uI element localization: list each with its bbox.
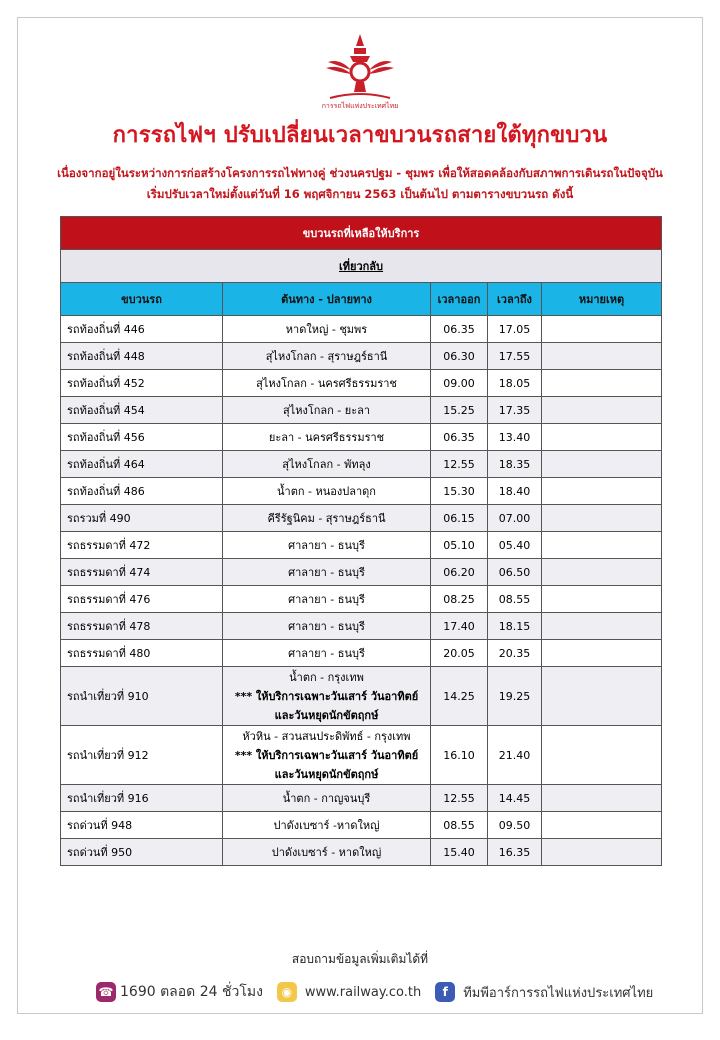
arrive-time-cell: 20.35 bbox=[488, 640, 542, 667]
remark-cell bbox=[542, 424, 662, 451]
arrive-time-cell: 18.40 bbox=[488, 478, 542, 505]
route-cell: ศาลายา - ธนบุรี bbox=[223, 532, 431, 559]
route-text: หัวหิน - สวนสนประดิพัทธ์ - กรุงเทพ bbox=[242, 729, 411, 743]
col-header-depart: เวลาออก bbox=[431, 283, 488, 316]
train-name-cell: รถท้องถิ่นที่ 446 bbox=[61, 316, 223, 343]
train-name-cell: รถท้องถิ่นที่ 454 bbox=[61, 397, 223, 424]
col-header-route: ต้นทาง - ปลายทาง bbox=[223, 283, 431, 316]
depart-time-cell: 12.55 bbox=[431, 785, 488, 812]
arrive-time-cell: 06.50 bbox=[488, 559, 542, 586]
table-row bbox=[61, 812, 662, 839]
arrive-time-cell: 18.05 bbox=[488, 370, 542, 397]
remark-cell bbox=[542, 532, 662, 559]
remark-cell bbox=[542, 505, 662, 532]
remark-cell bbox=[542, 370, 662, 397]
arrive-time-cell: 19.25 bbox=[488, 667, 542, 726]
table-row bbox=[61, 505, 662, 532]
col-header-arrive: เวลาถึง bbox=[488, 283, 542, 316]
remark-cell bbox=[542, 343, 662, 370]
route-cell: ปาดังเบซาร์ -หาดใหญ่ bbox=[223, 812, 431, 839]
route-cell: สุไหงโกลก - ยะลา bbox=[223, 397, 431, 424]
train-name-cell: รถนำเที่ยวที่ 912 bbox=[61, 726, 223, 785]
route-cell: ปาดังเบซาร์ - หาดใหญ่ bbox=[223, 839, 431, 866]
service-note: *** ให้บริการเฉพาะวันเสาร์ วันอาทิตย์ bbox=[234, 689, 419, 703]
depart-time-cell: 15.25 bbox=[431, 397, 488, 424]
route-text: น้ำตก - กรุงเทพ bbox=[289, 670, 364, 684]
route-cell: สุไหงโกลก - สุราษฎร์ธานี bbox=[223, 343, 431, 370]
website-link[interactable]: www.railway.co.th bbox=[304, 984, 422, 1000]
remark-cell bbox=[542, 839, 662, 866]
table-section-title: ขบวนรถที่เหลือให้บริการ bbox=[61, 217, 662, 250]
train-name-cell: รถรวมที่ 490 bbox=[61, 505, 223, 532]
remark-cell bbox=[542, 451, 662, 478]
table-row bbox=[61, 726, 662, 785]
facebook-page-link[interactable]: ทีมพีอาร์การรถไฟแห่งประเทศไทย bbox=[463, 985, 654, 1001]
route-cell: หาดใหญ่ - ชุมพร bbox=[223, 316, 431, 343]
route-cell: คีรีรัฐนิคม - สุราษฎร์ธานี bbox=[223, 505, 431, 532]
table-row bbox=[61, 667, 662, 726]
train-name-cell: รถธรรมดาที่ 478 bbox=[61, 613, 223, 640]
footer-contacts bbox=[96, 980, 653, 1004]
remark-cell bbox=[542, 613, 662, 640]
depart-time-cell: 06.15 bbox=[431, 505, 488, 532]
service-note: *** ให้บริการเฉพาะวันเสาร์ วันอาทิตย์ bbox=[234, 748, 419, 762]
route-cell: สุไหงโกลก - พัทลุง bbox=[223, 451, 431, 478]
depart-time-cell: 08.55 bbox=[431, 812, 488, 839]
service-note: และวันหยุดนักขัตฤกษ์ bbox=[274, 708, 379, 722]
logo-text: การรถไฟแห่งประเทศไทย bbox=[321, 102, 399, 110]
route-cell: ศาลายา - ธนบุรี bbox=[223, 613, 431, 640]
subtitle-line-1: เนื่องจากอยู่ในระหว่างการก่อสร้างโครงการรถไฟทางคู่ ช่วงนครปฐม - ชุมพร เพื่อให้สอดคล้องกับสภาพการเดินรถในปัจจุบัน bbox=[57, 166, 663, 180]
arrive-time-cell: 18.35 bbox=[488, 451, 542, 478]
depart-time-cell: 17.40 bbox=[431, 613, 488, 640]
col-header-train: ขบวนรถ bbox=[61, 283, 223, 316]
phone-text: 1690 ตลอด 24 ชั่วโมง bbox=[120, 984, 263, 1000]
depart-time-cell: 06.35 bbox=[431, 316, 488, 343]
train-name-cell: รถนำเที่ยวที่ 916 bbox=[61, 785, 223, 812]
route-cell: ศาลายา - ธนบุรี bbox=[223, 559, 431, 586]
contact-question: สอบถามข้อมูลเพิ่มเติมได้ที่ bbox=[291, 952, 429, 966]
train-name-cell: รถท้องถิ่นที่ 486 bbox=[61, 478, 223, 505]
depart-time-cell: 15.30 bbox=[431, 478, 488, 505]
train-name-cell: รถธรรมดาที่ 480 bbox=[61, 640, 223, 667]
route-cell bbox=[223, 726, 431, 785]
table-body bbox=[61, 316, 662, 866]
depart-time-cell: 20.05 bbox=[431, 640, 488, 667]
remark-cell bbox=[542, 812, 662, 839]
table-row bbox=[61, 316, 662, 343]
arrive-time-cell: 09.50 bbox=[488, 812, 542, 839]
arrive-time-cell: 18.15 bbox=[488, 613, 542, 640]
remark-cell bbox=[542, 478, 662, 505]
remark-cell bbox=[542, 586, 662, 613]
arrive-time-cell: 08.55 bbox=[488, 586, 542, 613]
depart-time-cell: 12.55 bbox=[431, 451, 488, 478]
train-name-cell: รถธรรมดาที่ 472 bbox=[61, 532, 223, 559]
arrive-time-cell: 13.40 bbox=[488, 424, 542, 451]
depart-time-cell: 15.40 bbox=[431, 839, 488, 866]
route-cell: ศาลายา - ธนบุรี bbox=[223, 586, 431, 613]
depart-time-cell: 06.30 bbox=[431, 343, 488, 370]
table-row bbox=[61, 586, 662, 613]
table-row bbox=[61, 532, 662, 559]
arrive-time-cell: 14.45 bbox=[488, 785, 542, 812]
train-name-cell: รถท้องถิ่นที่ 452 bbox=[61, 370, 223, 397]
table-row bbox=[61, 640, 662, 667]
facebook-icon: f bbox=[435, 982, 455, 1002]
remark-cell bbox=[542, 726, 662, 785]
table-direction: เที่ยวกลับ bbox=[61, 250, 662, 283]
arrive-time-cell: 05.40 bbox=[488, 532, 542, 559]
depart-time-cell: 06.35 bbox=[431, 424, 488, 451]
table-row bbox=[61, 424, 662, 451]
service-note: และวันหยุดนักขัตฤกษ์ bbox=[274, 767, 379, 781]
table-row bbox=[61, 839, 662, 866]
arrive-time-cell: 07.00 bbox=[488, 505, 542, 532]
page-title: การรถไฟฯ ปรับเปลี่ยนเวลาขบวนรถสายใต้ทุกขบวน bbox=[112, 123, 608, 148]
table-row bbox=[61, 370, 662, 397]
train-name-cell: รถด่วนที่ 948 bbox=[61, 812, 223, 839]
depart-time-cell: 16.10 bbox=[431, 726, 488, 785]
srt-logo bbox=[320, 32, 400, 112]
table-row bbox=[61, 613, 662, 640]
route-cell: น้ำตก - กาญจนบุรี bbox=[223, 785, 431, 812]
train-name-cell: รถธรรมดาที่ 474 bbox=[61, 559, 223, 586]
depart-time-cell: 06.20 bbox=[431, 559, 488, 586]
globe-icon: ◉ bbox=[277, 982, 297, 1002]
depart-time-cell: 08.25 bbox=[431, 586, 488, 613]
table-row bbox=[61, 451, 662, 478]
train-name-cell: รถด่วนที่ 950 bbox=[61, 839, 223, 866]
arrive-time-cell: 16.35 bbox=[488, 839, 542, 866]
route-cell: สุไหงโกลก - นครศรีธรรมราช bbox=[223, 370, 431, 397]
arrive-time-cell: 17.05 bbox=[488, 316, 542, 343]
remark-cell bbox=[542, 785, 662, 812]
remark-cell bbox=[542, 559, 662, 586]
arrive-time-cell: 21.40 bbox=[488, 726, 542, 785]
col-header-remark: หมายเหตุ bbox=[542, 283, 662, 316]
route-cell: น้ำตก - หนองปลาดุก bbox=[223, 478, 431, 505]
remark-cell bbox=[542, 316, 662, 343]
route-cell bbox=[223, 667, 431, 726]
remark-cell bbox=[542, 397, 662, 424]
subtitle-line-2: เริ่มปรับเวลาใหม่ตั้งแต่วันที่ 16 พฤศจิกายน 2563 เป็นต้นไป ตามตารางขบวนรถ ดังนี้ bbox=[146, 187, 574, 201]
arrive-time-cell: 17.55 bbox=[488, 343, 542, 370]
route-cell: ศาลายา - ธนบุรี bbox=[223, 640, 431, 667]
table-row bbox=[61, 478, 662, 505]
table-row bbox=[61, 785, 662, 812]
arrive-time-cell: 17.35 bbox=[488, 397, 542, 424]
depart-time-cell: 09.00 bbox=[431, 370, 488, 397]
train-name-cell: รถท้องถิ่นที่ 456 bbox=[61, 424, 223, 451]
table-row bbox=[61, 559, 662, 586]
remark-cell bbox=[542, 667, 662, 726]
train-name-cell: รถท้องถิ่นที่ 448 bbox=[61, 343, 223, 370]
train-name-cell: รถท้องถิ่นที่ 464 bbox=[61, 451, 223, 478]
train-name-cell: รถนำเที่ยวที่ 910 bbox=[61, 667, 223, 726]
depart-time-cell: 14.25 bbox=[431, 667, 488, 726]
phone-icon: ☎ bbox=[96, 982, 116, 1002]
train-name-cell: รถธรรมดาที่ 476 bbox=[61, 586, 223, 613]
table-row bbox=[61, 397, 662, 424]
depart-time-cell: 05.10 bbox=[431, 532, 488, 559]
remark-cell bbox=[542, 640, 662, 667]
table-row bbox=[61, 343, 662, 370]
train-schedule-table bbox=[60, 216, 662, 866]
route-cell: ยะลา - นครศรีธรรมราช bbox=[223, 424, 431, 451]
